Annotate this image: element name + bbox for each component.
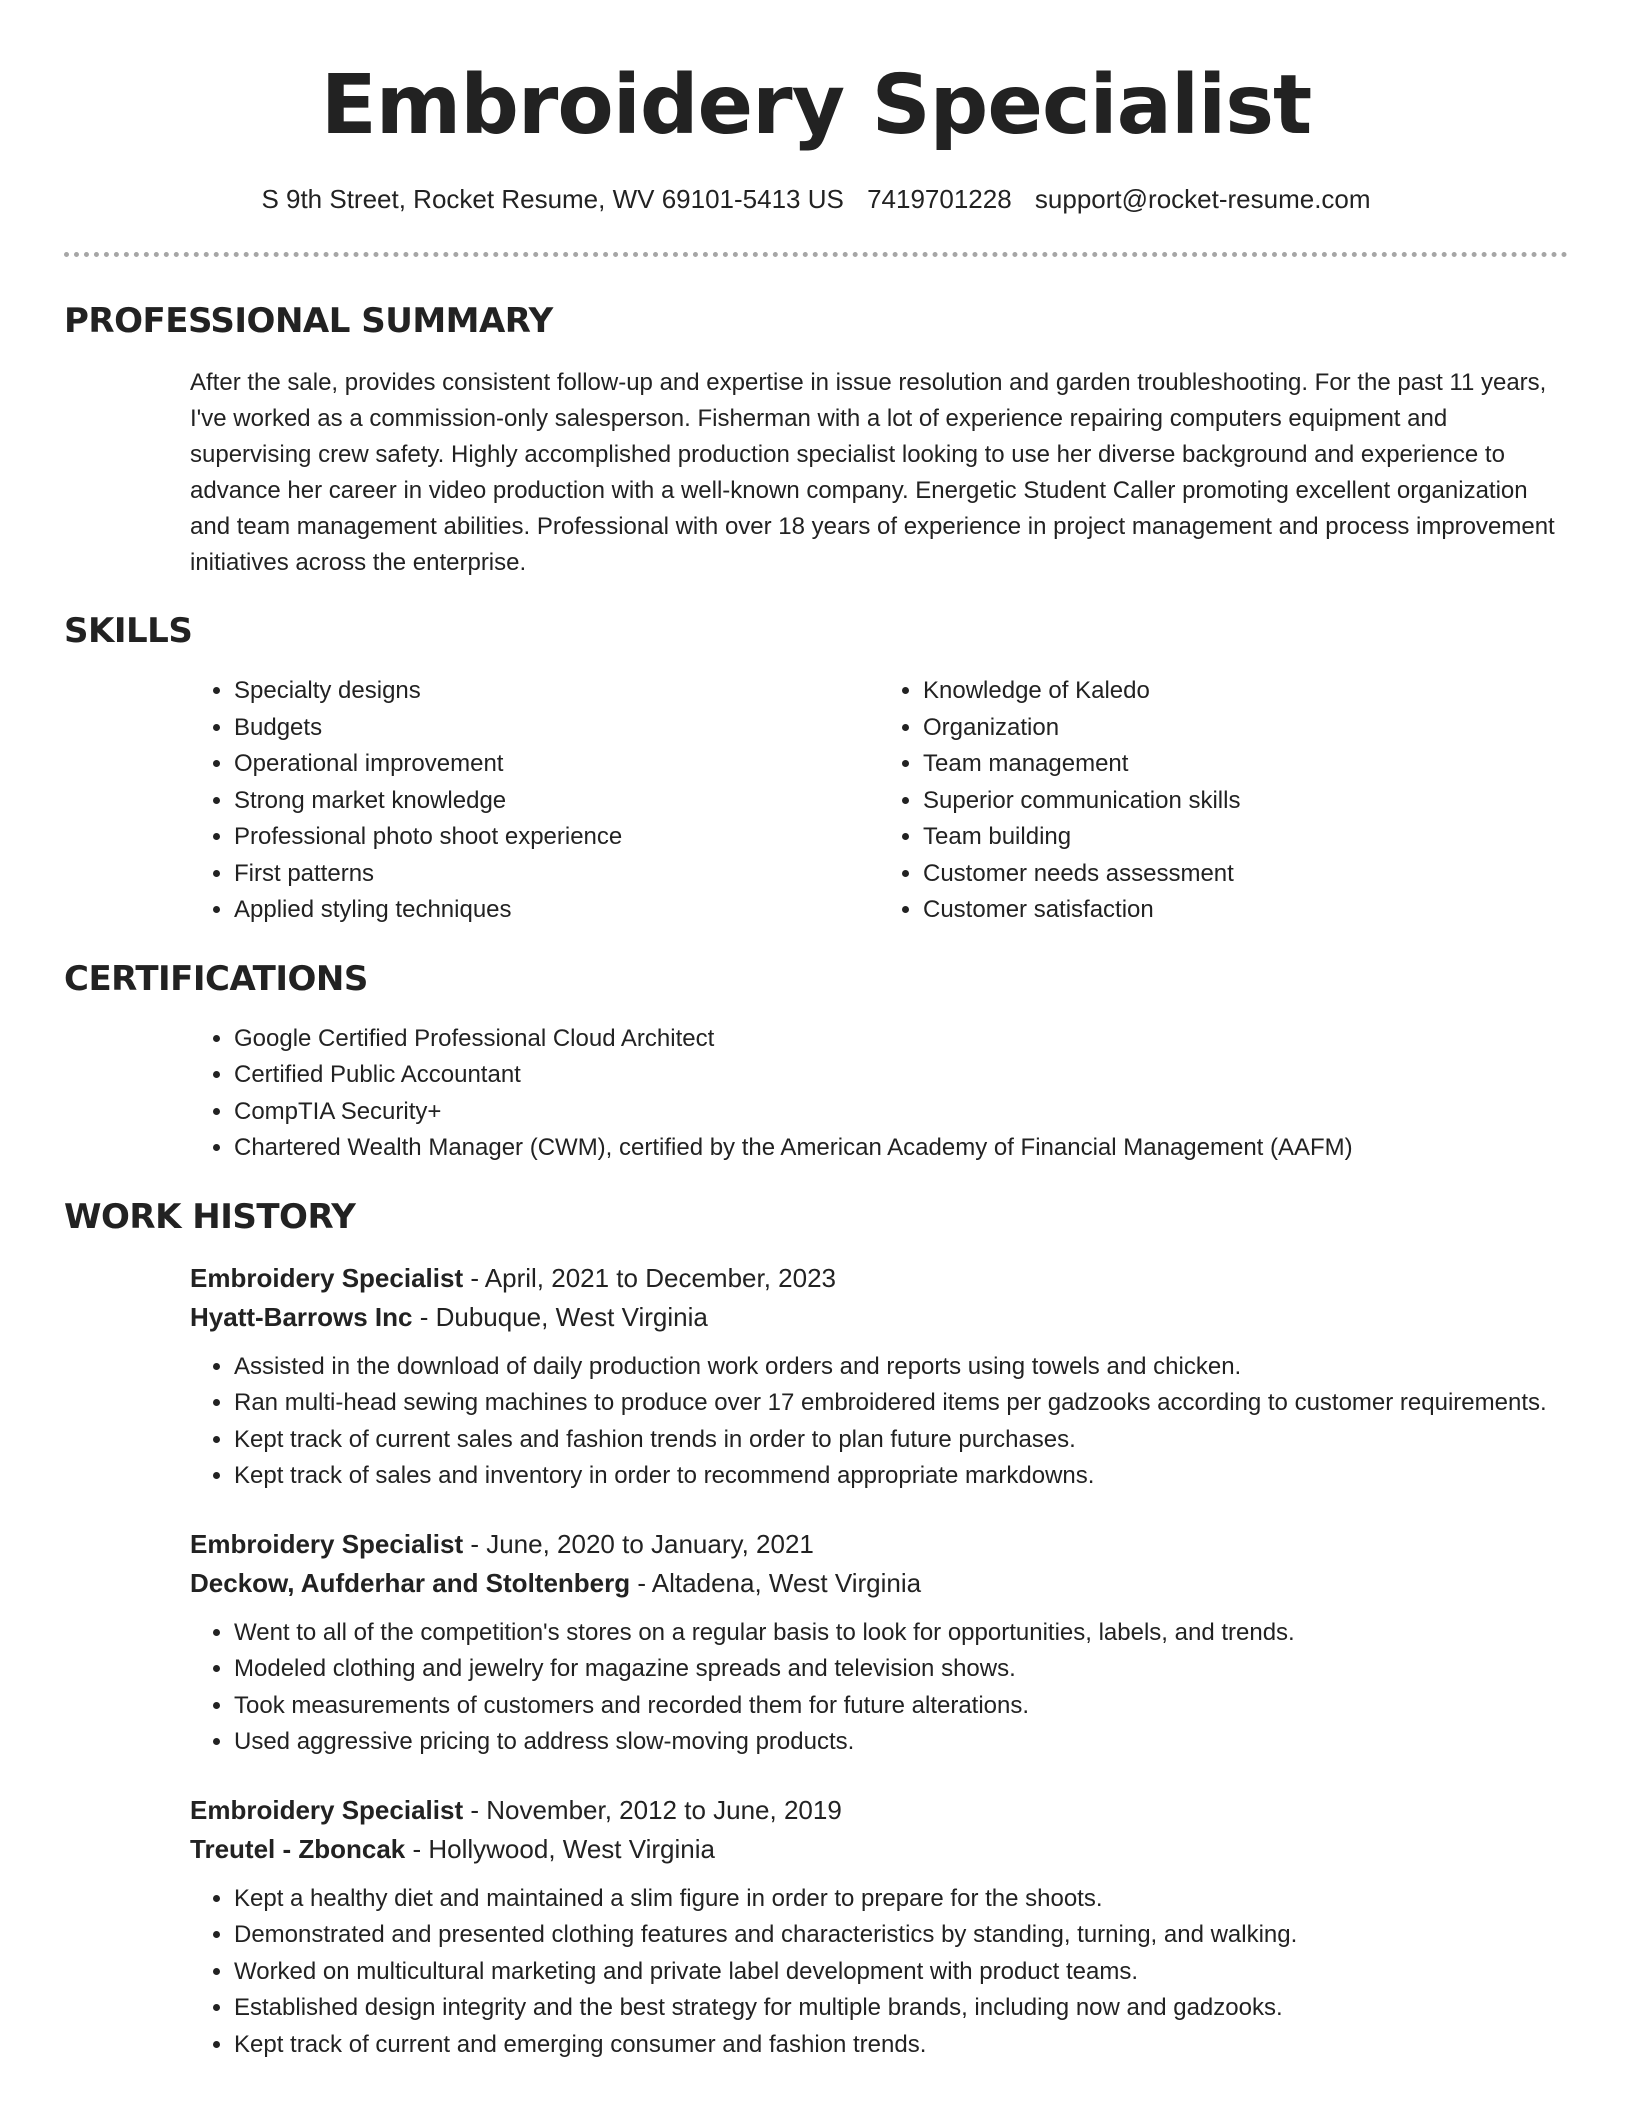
job-dates: - April, 2021 to December, 2023 [463,1262,836,1293]
job-bullet: • Kept track of current sales and fashion trends in order to plan future purchases. [234,1422,1568,1459]
skill-item: • Customer needs assessment [923,856,1568,893]
job-bullets [190,1349,1568,1495]
contact-phone: 7419701228 [867,184,1012,214]
summary-text: After the sale, provides consistent follow-up and expertise in issue resolution and garden troubleshooting. For the past 11 years, I've worked as a commission-only salesperson. Fisherman with a lot of experience repairing computers equipment and supervising crew safety. Highly accomplished production specialist looking to use her diverse background and experience to advance her career in video production with a well-known company. Energetic Student Caller promoting excellent organization and team management abilities. Professional with over 18 years of experience in project management and process improvement initiatives across the enterprise. [190,369,1555,576]
work-history-section [64,1197,1568,2064]
certification-item: • Chartered Wealth Manager (CWM), certified by the American Academy of Financial Management (AAFM) [234,1130,1568,1167]
job-company: Hyatt-Barrows Inc [190,1301,413,1332]
job-bullet: • Took measurements of customers and recorded them for future alterations. [234,1688,1568,1725]
job-dates: - November, 2012 to June, 2019 [463,1794,842,1825]
job-bullet: • Kept track of current and emerging consumer and fashion trends. [234,2027,1568,2064]
job-title-line [190,1791,1568,1830]
skill-item: • Superior communication skills [923,783,1568,820]
job-title: Embroidery Specialist [190,1794,464,1825]
job-bullet: • Established design integrity and the best strategy for multiple brands, including now and gadzooks. [234,1990,1568,2027]
job-location: - Dubuque, West Virginia [412,1301,708,1332]
job-entry [190,1525,1568,1761]
job-title-line [190,1259,1568,1298]
skill-item: • Operational improvement [234,746,879,783]
resume-page [64,0,1568,2063]
job-bullet: • Assisted in the download of daily production work orders and reports using towels and chicken. [234,1349,1568,1386]
skill-item: • Organization [923,710,1568,747]
skill-item: • Applied styling techniques [234,892,879,929]
job-bullet: • Ran multi-head sewing machines to produce over 17 embroidered items per gadzooks according to customer requirements. [234,1385,1568,1422]
certifications-section [64,959,1568,1167]
skill-item: • Specialty designs [234,673,879,710]
skill-item: • Strong market knowledge [234,783,879,820]
certifications-list-wrap [190,1021,1568,1167]
certification-item: • Google Certified Professional Cloud Architect [234,1021,1568,1058]
job-company-line [190,1830,1568,1869]
job-title: Embroidery Specialist [190,1528,464,1559]
candidate-name: Embroidery Specialist [320,58,1312,153]
skills-section [64,611,1568,929]
certification-item: • Certified Public Accountant [234,1057,1568,1094]
job-location: - Hollywood, West Virginia [405,1833,715,1864]
summary-heading: PROFESSIONAL SUMMARY [64,301,553,341]
job-bullets [190,1881,1568,2064]
header-divider [64,252,1568,257]
job-company: Treutel - Zboncak [190,1833,406,1864]
skills-list-right [879,673,1568,929]
skill-item: • Customer satisfaction [923,892,1568,929]
certifications-list [190,1021,1568,1167]
skills-heading: SKILLS [64,611,193,651]
job-bullet: • Went to all of the competition's stores on a regular basis to look for opportunities, labels, and trends. [234,1615,1568,1652]
job-entry [190,1259,1568,1495]
skills-list-left [190,673,879,929]
contact-email: support@rocket-resume.com [1034,184,1371,214]
job-title-line [190,1525,1568,1564]
summary-section [64,301,1568,581]
job-company: Deckow, Aufderhar and Stoltenberg [190,1567,631,1598]
job-company-line [190,1298,1568,1337]
skills-columns [190,673,1568,929]
job-bullet: • Kept a healthy diet and maintained a slim figure in order to prepare for the shoots. [234,1881,1568,1918]
skill-item: • Professional photo shoot experience [234,819,879,856]
contact-address: S 9th Street, Rocket Resume, WV 69101-5413 US [261,184,844,214]
skill-item: • Team building [923,819,1568,856]
work-history-heading: WORK HISTORY [64,1196,356,1237]
job-location: - Altadena, West Virginia [630,1567,922,1598]
certifications-heading: CERTIFICATIONS [64,958,368,999]
job-bullets [190,1615,1568,1761]
job-company-line [190,1564,1568,1603]
skill-item: • Team management [923,746,1568,783]
job-bullet: • Demonstrated and presented clothing features and characteristics by standing, turning, and walking. [234,1917,1568,1954]
job-title: Embroidery Specialist [190,1262,464,1293]
job-bullet: • Modeled clothing and jewelry for magazine spreads and television shows. [234,1651,1568,1688]
job-entry [190,1791,1568,2064]
job-bullet: • Worked on multicultural marketing and private label development with product teams. [234,1954,1568,1991]
skill-item: • First patterns [234,856,879,893]
job-bullet: • Used aggressive pricing to address slow-moving products. [234,1724,1568,1761]
certification-item: • CompTIA Security+ [234,1094,1568,1131]
contact-line [64,182,1568,216]
skill-item: • Budgets [234,710,879,747]
skill-item: • Knowledge of Kaledo [923,673,1568,710]
job-dates: - June, 2020 to January, 2021 [463,1528,814,1559]
job-bullet: • Kept track of sales and inventory in order to recommend appropriate markdowns. [234,1458,1568,1495]
